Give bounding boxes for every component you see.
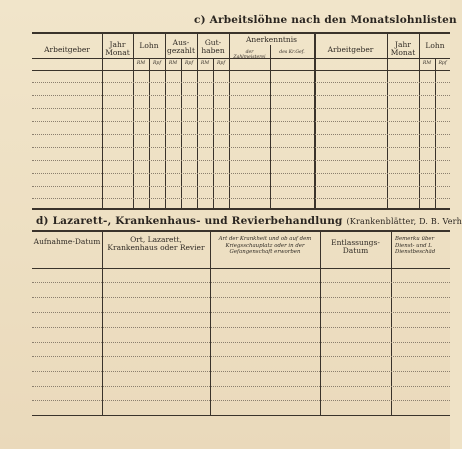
header-anerkenntnis: Anerkenntnis <box>245 35 297 44</box>
unit-rm: RM <box>168 61 178 66</box>
unit-rpf: Rpf <box>152 61 162 66</box>
section-d-top-rule <box>32 230 450 232</box>
section-d-bottom-rule <box>32 415 450 416</box>
unit-rm: RM <box>136 61 146 66</box>
header-entlassungs-datum: Entlassungs-Datum <box>331 238 380 255</box>
section-d-title-note: (Krankenblätter, D. B. Verh <box>346 217 462 226</box>
header-arbeitgeber-2: Arbeitgeber <box>327 45 374 54</box>
header-guthaben: Gut-haben <box>201 38 225 55</box>
unit-rm: RM <box>422 61 432 66</box>
unit-rpf: Rpf <box>438 61 447 66</box>
header-arbeitgeber: Arbeitgeber <box>44 45 90 54</box>
section-d-title-text: d) Lazarett-, Krankenhaus- und Revierbehandlung <box>36 215 343 227</box>
unit-rm: RM <box>200 61 210 66</box>
header-art-krankheit: Art der Krankheit und ob auf dem Kriegsschauplatz oder in der Gefangenschaft erworben <box>218 236 312 255</box>
section-d-header-rule <box>32 268 450 269</box>
header-aufnahme-datum: Aufnahme-Datum <box>33 237 101 246</box>
header-lohn: Lohn <box>139 41 159 50</box>
section-c-title: c) Arbeitslöhne nach den Monatslohnlisten <box>194 14 457 26</box>
unit-rpf: Rpf <box>184 61 194 66</box>
header-der-zahlmeisterei: der Zahlmeisterei <box>233 50 266 60</box>
header-jahr-monat: Jahr Monat <box>105 40 130 57</box>
header-bemerkung: Bemerku über Dienst- und L Dienstbeschäd <box>395 236 436 255</box>
header-lohn-2: Lohn <box>425 41 445 50</box>
section-c-bottom-rule <box>32 208 450 210</box>
header-jahr-monat-2: Jahr Monat <box>390 40 416 57</box>
header-des-kr-gef: des Kr.Gef. <box>279 50 305 55</box>
header-ort: Ort, Lazarett, Krankenhaus oder Revier <box>107 235 205 252</box>
unit-rpf: Rpf <box>216 61 226 66</box>
header-ausgezahlt: Aus-gezahlt <box>167 38 195 55</box>
section-d-title <box>36 215 462 227</box>
